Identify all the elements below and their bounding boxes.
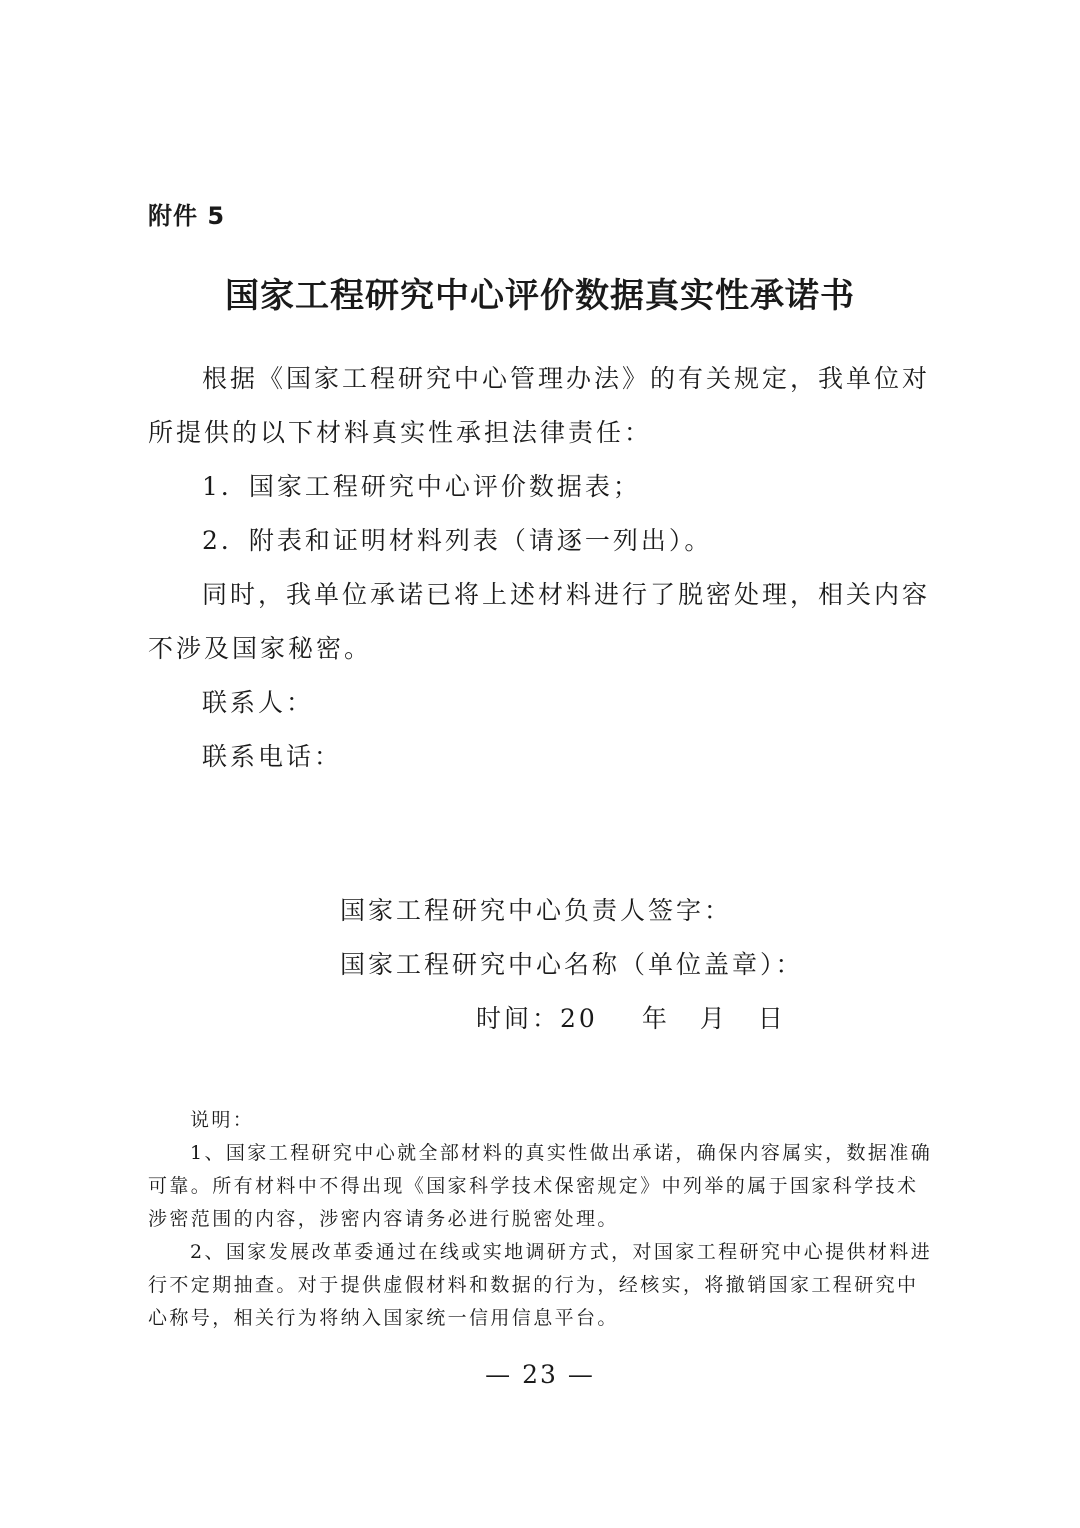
- signature-block: [340, 884, 804, 992]
- date-prefix: 时间：20: [476, 1004, 598, 1033]
- date-line: [476, 992, 786, 1046]
- document-title: 国家工程研究中心评价数据真实性承诺书: [225, 276, 855, 316]
- note-1: 1、国家工程研究中心就全部材料的真实性做出承诺，确保内容属实，数据准确可靠。所有材料中不得出现《国家科学技术保密规定》中列举的属于国家科学技术涉密范围的内容，涉密内容请务必进行脱密处理。: [148, 1142, 933, 1230]
- note-2: 2、国家发展改革委通过在线或实地调研方式，对国家工程研究中心提供材料进行不定期抽查。对于提供虚假材料和数据的行为，经核实，将撤销国家工程研究中心称号，相关行为将纳入国家统一信用信息平台。: [148, 1241, 933, 1329]
- leader-sign-label: 国家工程研究中心负责人签字：: [340, 896, 733, 925]
- notes-title: 说明：: [190, 1109, 255, 1131]
- commitment-paragraph: 同时，我单位承诺已将上述材料进行了脱密处理，相关内容不涉及国家秘密。: [148, 580, 931, 663]
- document-body: [148, 352, 934, 784]
- attachment-label: 附件 5: [148, 202, 226, 230]
- notes-section: [148, 1104, 934, 1335]
- date-day: 日: [757, 1004, 786, 1033]
- date-month: 月: [699, 1004, 728, 1033]
- list-item-2: 2．附表和证明材料列表（请逐一列出）。: [202, 526, 713, 555]
- contact-person-label: 联系人：: [202, 688, 315, 717]
- list-item-1: 1．国家工程研究中心评价数据表；: [202, 472, 641, 501]
- date-year: 年: [641, 1004, 670, 1033]
- page-number: — 23 —: [485, 1360, 595, 1389]
- center-name-label: 国家工程研究中心名称（单位盖章）：: [340, 950, 804, 979]
- intro-paragraph: 根据《国家工程研究中心管理办法》的有关规定，我单位对所提供的以下材料真实性承担法律责任：: [148, 364, 931, 447]
- contact-phone-label: 联系电话：: [202, 742, 343, 771]
